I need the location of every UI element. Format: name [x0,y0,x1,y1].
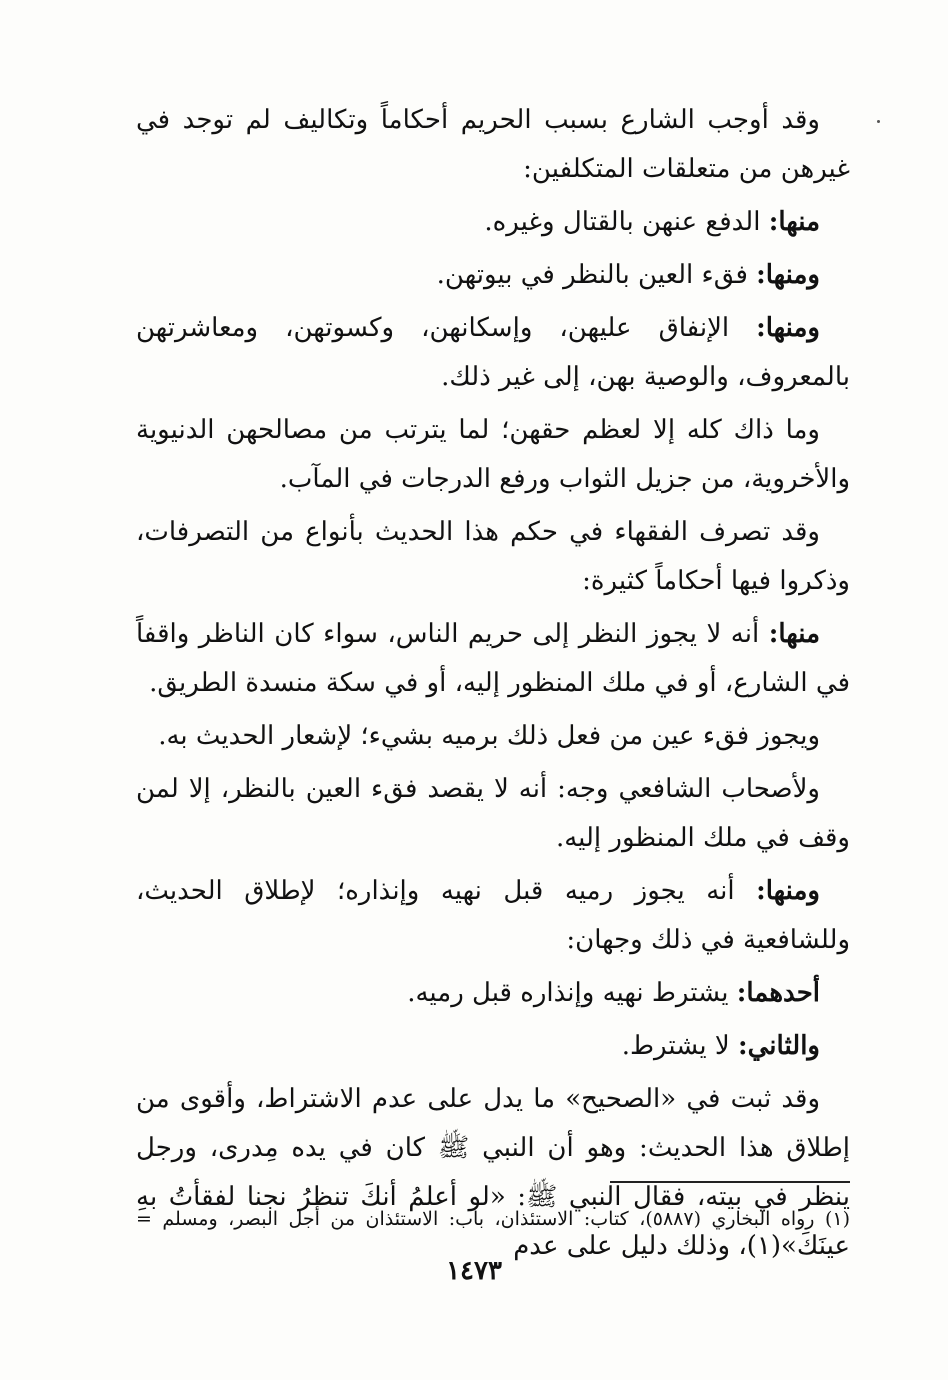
paragraph-text: لا يشترط. [621,1031,739,1061]
paragraph-text: وقد تصرف الفقهاء في حكم هذا الحديث بأنواع من التصرفات، وذكروا فيها أحكاماً كثيرة: [136,517,850,596]
paragraph-text: الإنفاق عليهن، وإسكانهن، وكسوتهن، ومعاشرتهن بالمعروف، والوصية بهن، إلى غير ذلك. [136,313,850,392]
paragraph-text: فقء العين بالنظر في بيوتهن. [436,260,757,290]
paragraph [136,508,850,606]
paragraph [136,251,850,300]
paragraph-lead: ومنها: [756,313,820,343]
paragraph [136,867,850,965]
paragraph-lead: منها: [768,619,821,649]
paragraph-text: ويجوز فقء عين من فعل ذلك برميه بشيء؛ لإشعار الحديث به. [158,721,820,751]
paragraph [136,610,850,708]
paragraph-lead: والثاني: [738,1031,820,1061]
paragraph-text: وقد أوجب الشارع بسبب الحريم أحكاماً وتكاليف لم توجد في غيرهن من متعلقات المتكلفين: [136,105,850,184]
paragraph [136,198,850,247]
footnote-separator [610,1181,850,1183]
footnote: (١) رواه البخاري (٥٨٨٧)، كتاب: الاستئذان، باب: الاستئذان من أجل البصر، ومسلم = [136,1208,850,1230]
paragraph [136,406,850,504]
paragraph-text: يشترط نهيه وإنذاره قبل رميه. [407,978,737,1008]
paragraph [136,969,850,1018]
paragraph-text: الدفع عنهن بالقتال وغيره. [484,207,769,237]
paragraph-text: وقد ثبت في «الصحيح» ما يدل على عدم الاشتراط، وأقوى من إطلاق هذا الحديث: وهو أن النبي ﷺ كان في يده مِدرى، ورجل ينظر في بيته، فقال النبي ﷺ: «لو أعلمُ أنكَ تنظرُ نجنا لفقأتُ بهِ عينَكَ»(١)، وذلك دليل على عدم [136,1084,850,1261]
paragraph [136,712,850,761]
page-number: ١٤٧٣ [446,1256,502,1286]
paragraph-lead: ومنها: [756,876,820,906]
paragraph [136,765,850,863]
paragraph [136,1022,850,1071]
paragraph [136,304,850,402]
main-text [136,96,850,1275]
paragraph-lead: أحدهما: [736,978,820,1008]
paragraph-lead: ومنها: [756,260,820,290]
paragraph-text: وما ذاك كله إلا لعظم حقهن؛ لما يترتب من مصالحهن الدنيوية والأخروية، من جزيل الثواب ورفع الدرجات في المآب. [136,415,850,494]
scan-speck [877,120,880,123]
paragraph-text: أنه يجوز رميه قبل نهيه وإنذاره؛ لإطلاق الحديث، وللشافعية في ذلك وجهان: [136,876,850,955]
paragraph-text: ولأصحاب الشافعي وجه: أنه لا يقصد فقء العين بالنظر، إلا لمن وقف في ملك المنظور إليه. [136,774,850,853]
paragraph-text: أنه لا يجوز النظر إلى حريم الناس، سواء كان الناظر واقفاً في الشارع، أو في ملك المنظور إليه، أو في سكة منسدة الطريق. [136,619,850,698]
paragraph-lead: منها: [768,207,820,237]
paragraph [136,1075,850,1271]
paragraph [136,96,850,194]
